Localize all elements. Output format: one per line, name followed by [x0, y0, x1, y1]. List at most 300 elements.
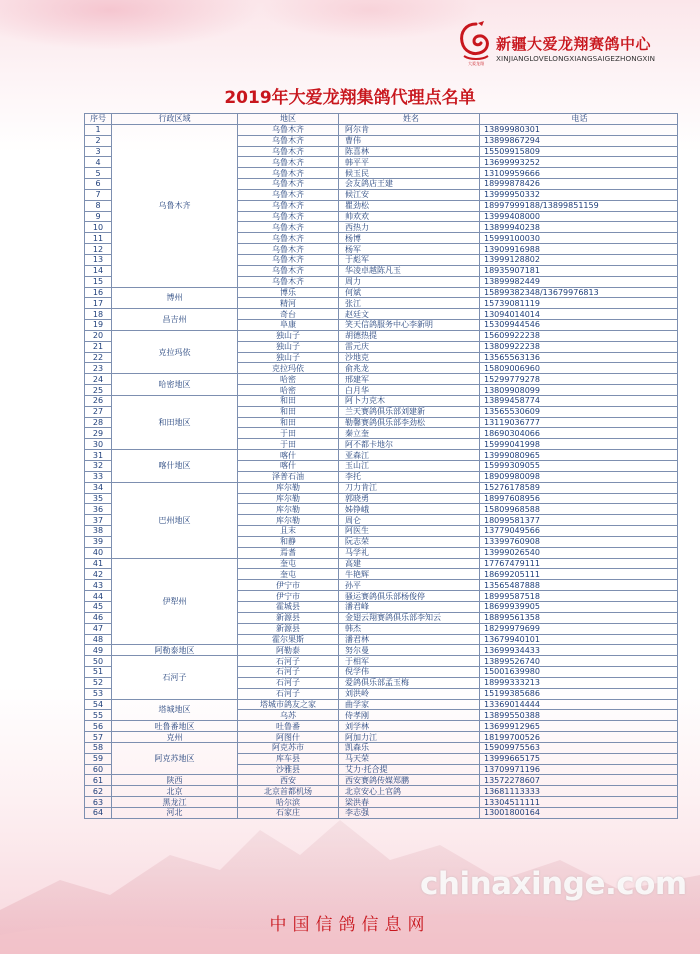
agent-name-cell: 候玉民: [339, 168, 480, 179]
table-row: [85, 797, 678, 808]
agent-name-cell: 周仑: [339, 515, 480, 526]
row-number: 52: [85, 677, 112, 688]
place-cell: 乌鲁木齐: [238, 135, 339, 146]
agent-name-cell: 笑天信鸽服务中心李新明: [339, 320, 480, 331]
phone-cell: 13709971196: [480, 764, 678, 775]
place-cell: 吐鲁番: [238, 721, 339, 732]
agent-name-cell: 张江: [339, 298, 480, 309]
place-cell: 于田: [238, 439, 339, 450]
watermark-site-name: 中国信鸽信息网: [269, 915, 431, 935]
row-number: 28: [85, 417, 112, 428]
agent-name-cell: 潘君林: [339, 634, 480, 645]
row-number: 50: [85, 656, 112, 667]
table-row: [85, 699, 678, 710]
phone-cell: 13679940101: [480, 634, 678, 645]
phone-cell: 13565487888: [480, 580, 678, 591]
row-number: 26: [85, 395, 112, 406]
decorative-cloud: [260, 0, 480, 40]
agent-name-cell: 孙平: [339, 580, 480, 591]
row-number: 39: [85, 536, 112, 547]
place-cell: 乌鲁木齐: [238, 254, 339, 265]
row-number: 63: [85, 797, 112, 808]
row-number: 47: [85, 623, 112, 634]
row-number: 25: [85, 385, 112, 396]
region-cell: 塔城地区: [112, 699, 238, 721]
region-cell: 昌吉州: [112, 309, 238, 331]
agent-name-cell: 勒馨赛鸽俱乐部李劲松: [339, 417, 480, 428]
brand-pinyin: XINJIANGLOVELONGXIANGSAIGEZHONGXIN: [496, 54, 656, 63]
agent-name-cell: 梁洪春: [339, 797, 480, 808]
agent-name-cell: 帅欢欢: [339, 211, 480, 222]
phone-cell: 13094014014: [480, 309, 678, 320]
row-number: 16: [85, 287, 112, 298]
row-number: 11: [85, 233, 112, 244]
table-row: [85, 786, 678, 797]
region-cell: 博州: [112, 287, 238, 309]
agent-name-cell: 玉山江: [339, 461, 480, 472]
phone-cell: 13304511111: [480, 797, 678, 808]
agent-name-cell: 马天荣: [339, 753, 480, 764]
row-number: 44: [85, 591, 112, 602]
place-cell: 乌鲁木齐: [238, 276, 339, 287]
table-row: [85, 721, 678, 732]
place-cell: 库尔勒: [238, 515, 339, 526]
phone-cell: 15276178589: [480, 482, 678, 493]
agent-name-cell: 于相军: [339, 656, 480, 667]
phone-cell: 13001800164: [480, 808, 678, 819]
phone-cell: 13699934433: [480, 645, 678, 656]
row-number: 22: [85, 352, 112, 363]
place-cell: 乌鲁木齐: [238, 168, 339, 179]
agent-name-cell: 阿不都卡地尔: [339, 439, 480, 450]
phone-cell: 18997608956: [480, 493, 678, 504]
place-cell: 霍城县: [238, 601, 339, 612]
place-cell: 奎屯: [238, 569, 339, 580]
place-cell: 乌鲁木齐: [238, 265, 339, 276]
place-cell: 霍尔果斯: [238, 634, 339, 645]
phone-cell: 18690304066: [480, 428, 678, 439]
row-number: 4: [85, 157, 112, 168]
phone-cell: 18199700526: [480, 732, 678, 743]
agent-name-cell: 高建: [339, 558, 480, 569]
place-cell: 克拉玛依: [238, 363, 339, 374]
place-cell: 沙雅县: [238, 764, 339, 775]
phone-cell: 18899561358: [480, 612, 678, 623]
agent-name-cell: 侍孝刚: [339, 710, 480, 721]
place-cell: 乌鲁木齐: [238, 179, 339, 190]
agent-name-cell: 阿尔肯: [339, 124, 480, 135]
agent-name-cell: 潘君峰: [339, 601, 480, 612]
place-cell: 库车县: [238, 753, 339, 764]
row-number: 17: [85, 298, 112, 309]
phone-cell: 13399760908: [480, 536, 678, 547]
row-number: 57: [85, 732, 112, 743]
phone-cell: 15199385686: [480, 688, 678, 699]
place-cell: 石河子: [238, 677, 339, 688]
row-number: 37: [85, 515, 112, 526]
phone-cell: 15609922238: [480, 330, 678, 341]
row-number: 10: [85, 222, 112, 233]
agent-name-cell: 瞿劲松: [339, 200, 480, 211]
row-number: 61: [85, 775, 112, 786]
region-cell: 阿克苏地区: [112, 742, 238, 775]
region-cell: 克拉玛依: [112, 330, 238, 373]
row-number: 6: [85, 179, 112, 190]
row-number: 60: [85, 764, 112, 775]
place-cell: 且末: [238, 526, 339, 537]
place-cell: 乌鲁木齐: [238, 124, 339, 135]
phone-cell: 13699912965: [480, 721, 678, 732]
place-cell: 和静: [238, 536, 339, 547]
page-title: 2019年大爱龙翔集鸽代理点名单: [224, 88, 476, 108]
place-cell: 乌鲁木齐: [238, 233, 339, 244]
region-cell: 北京: [112, 786, 238, 797]
phone-cell: 18999333213: [480, 677, 678, 688]
agent-name-cell: 艾力·托合提: [339, 764, 480, 775]
table-row: [85, 808, 678, 819]
row-number: 9: [85, 211, 112, 222]
phone-cell: 18699205111: [480, 569, 678, 580]
place-cell: 塔城市鸽友之家: [238, 699, 339, 710]
region-cell: 巴州地区: [112, 482, 238, 558]
place-cell: 伊宁市: [238, 580, 339, 591]
phone-cell: 18699939905: [480, 601, 678, 612]
row-number: 5: [85, 168, 112, 179]
place-cell: 新源县: [238, 623, 339, 634]
agent-name-cell: 阿加力江: [339, 732, 480, 743]
agent-name-cell: 沙地克: [339, 352, 480, 363]
header-place: 地区: [238, 114, 339, 125]
place-cell: 乌苏: [238, 710, 339, 721]
agent-name-cell: 凯森乐: [339, 742, 480, 753]
decorative-cloud: [0, 0, 260, 50]
phone-cell: 13899980301: [480, 124, 678, 135]
place-cell: 喀什: [238, 461, 339, 472]
row-number: 53: [85, 688, 112, 699]
phone-cell: 13109959666: [480, 168, 678, 179]
place-cell: 库尔勒: [238, 504, 339, 515]
place-cell: 石河子: [238, 656, 339, 667]
place-cell: 阿图什: [238, 732, 339, 743]
row-number: 49: [85, 645, 112, 656]
row-number: 31: [85, 450, 112, 461]
phone-cell: 15899382348/13679976813: [480, 287, 678, 298]
table-row: [85, 124, 678, 135]
agent-name-cell: 杨博: [339, 233, 480, 244]
agent-name-cell: 于彪军: [339, 254, 480, 265]
place-cell: 西安: [238, 775, 339, 786]
phone-cell: 15299779278: [480, 374, 678, 385]
phone-cell: 18999878426: [480, 179, 678, 190]
place-cell: 哈密: [238, 374, 339, 385]
place-cell: 乌鲁木齐: [238, 200, 339, 211]
row-number: 33: [85, 471, 112, 482]
phone-cell: 15809968588: [480, 504, 678, 515]
place-cell: 北京首都机场: [238, 786, 339, 797]
agent-name-cell: 牛艳辉: [339, 569, 480, 580]
agent-name-cell: 陈喜林: [339, 146, 480, 157]
row-number: 46: [85, 612, 112, 623]
table-row: [85, 309, 678, 320]
phone-cell: 15739081119: [480, 298, 678, 309]
phone-cell: 15809006960: [480, 363, 678, 374]
brand-name: 新疆大爱龙翔赛鸽中心: [496, 35, 652, 53]
agent-name-cell: 马学礼: [339, 547, 480, 558]
place-cell: 乌鲁木齐: [238, 222, 339, 233]
agent-name-cell: 姊铮峨: [339, 504, 480, 515]
region-cell: 和田地区: [112, 395, 238, 449]
phone-cell: 13909916988: [480, 244, 678, 255]
place-cell: 石河子: [238, 688, 339, 699]
row-number: 54: [85, 699, 112, 710]
row-number: 18: [85, 309, 112, 320]
place-cell: 乌鲁木齐: [238, 189, 339, 200]
place-cell: 和田: [238, 395, 339, 406]
phone-cell: 13999080965: [480, 450, 678, 461]
row-number: 7: [85, 189, 112, 200]
place-cell: 乌鲁木齐: [238, 244, 339, 255]
phone-cell: 15309944546: [480, 320, 678, 331]
region-cell: 哈密地区: [112, 374, 238, 396]
row-number: 51: [85, 667, 112, 678]
header-name: 姓名: [339, 114, 480, 125]
table-body: [85, 124, 678, 818]
row-number: 48: [85, 634, 112, 645]
place-cell: 阜康: [238, 320, 339, 331]
place-cell: 库尔勒: [238, 482, 339, 493]
place-cell: 乌鲁木齐: [238, 146, 339, 157]
place-cell: 于田: [238, 428, 339, 439]
phone-cell: 15909975563: [480, 742, 678, 753]
phone-cell: 13369014444: [480, 699, 678, 710]
row-number: 19: [85, 320, 112, 331]
region-cell: 陕西: [112, 775, 238, 786]
phone-cell: 15509915809: [480, 146, 678, 157]
place-cell: 乌鲁木齐: [238, 211, 339, 222]
phone-cell: 13999950332: [480, 189, 678, 200]
phone-cell: 13809908099: [480, 385, 678, 396]
agent-name-cell: 韩杰: [339, 623, 480, 634]
row-number: 29: [85, 428, 112, 439]
row-number: 64: [85, 808, 112, 819]
table-row: [85, 558, 678, 569]
dragon-logo-icon: [456, 20, 496, 66]
place-cell: 石河子: [238, 667, 339, 678]
place-cell: 阿勒泰: [238, 645, 339, 656]
phone-cell: 13999665175: [480, 753, 678, 764]
agent-roster-table: [84, 113, 678, 819]
place-cell: 精河: [238, 298, 339, 309]
table-row: [85, 656, 678, 667]
phone-cell: 15999309055: [480, 461, 678, 472]
agent-name-cell: 邢建军: [339, 374, 480, 385]
row-number: 8: [85, 200, 112, 211]
agent-name-cell: 阮志荣: [339, 536, 480, 547]
phone-cell: 15999100030: [480, 233, 678, 244]
row-number: 56: [85, 721, 112, 732]
phone-cell: 13681113333: [480, 786, 678, 797]
region-cell: 克州: [112, 732, 238, 743]
row-number: 59: [85, 753, 112, 764]
agent-name-cell: 秦立奎: [339, 428, 480, 439]
place-cell: 乌鲁木齐: [238, 157, 339, 168]
row-number: 38: [85, 526, 112, 537]
place-cell: 库尔勒: [238, 493, 339, 504]
phone-cell: 18299979699: [480, 623, 678, 634]
row-number: 62: [85, 786, 112, 797]
agent-name-cell: 曲学家: [339, 699, 480, 710]
place-cell: 伊宁市: [238, 591, 339, 602]
row-number: 34: [85, 482, 112, 493]
row-number: 58: [85, 742, 112, 753]
header-region: 行政区域: [112, 114, 238, 125]
agent-name-cell: 何斌: [339, 287, 480, 298]
row-number: 40: [85, 547, 112, 558]
phone-cell: 18999587518: [480, 591, 678, 602]
place-cell: 独山子: [238, 352, 339, 363]
row-number: 32: [85, 461, 112, 472]
phone-cell: 18909980098: [480, 471, 678, 482]
agent-name-cell: 刘学林: [339, 721, 480, 732]
row-number: 27: [85, 406, 112, 417]
svg-text:大爱龙翔: 大爱龙翔: [468, 61, 484, 66]
row-number: 42: [85, 569, 112, 580]
region-cell: 喀什地区: [112, 450, 238, 483]
table-row: [85, 374, 678, 385]
row-number: 13: [85, 254, 112, 265]
phone-cell: 15999041998: [480, 439, 678, 450]
agent-name-cell: 阿医生: [339, 526, 480, 537]
phone-cell: 13899526740: [480, 656, 678, 667]
phone-cell: 17767479111: [480, 558, 678, 569]
agent-name-cell: 骚运赛鸽俱乐部杨俊停: [339, 591, 480, 602]
agent-name-cell: 爱鸽俱乐部孟玉梅: [339, 677, 480, 688]
table-row: [85, 775, 678, 786]
phone-cell: 18935907181: [480, 265, 678, 276]
phone-cell: 13899982449: [480, 276, 678, 287]
table-row: [85, 742, 678, 753]
agent-name-cell: 亚森江: [339, 450, 480, 461]
place-cell: 独山子: [238, 341, 339, 352]
header-phone: 电话: [480, 114, 678, 125]
row-number: 3: [85, 146, 112, 157]
phone-cell: 13999128802: [480, 254, 678, 265]
place-cell: 和田: [238, 406, 339, 417]
agent-name-cell: 周力: [339, 276, 480, 287]
agent-name-cell: 阿卜力克木: [339, 395, 480, 406]
row-number: 23: [85, 363, 112, 374]
place-cell: 哈密: [238, 385, 339, 396]
agent-name-cell: 杨军: [339, 244, 480, 255]
phone-cell: 13779049566: [480, 526, 678, 537]
region-cell: 石河子: [112, 656, 238, 699]
agent-name-cell: 兰天赛鸽俱乐部刘建新: [339, 406, 480, 417]
row-number: 1: [85, 124, 112, 135]
agent-name-cell: 白月华: [339, 385, 480, 396]
phone-cell: 13899550388: [480, 710, 678, 721]
agent-name-cell: 郭晓勇: [339, 493, 480, 504]
agent-name-cell: 金翅云翔赛鸽俱乐部李知云: [339, 612, 480, 623]
phone-cell: 13999026540: [480, 547, 678, 558]
table-row: [85, 330, 678, 341]
row-number: 20: [85, 330, 112, 341]
row-number: 36: [85, 504, 112, 515]
table-row: [85, 482, 678, 493]
place-cell: 石家庄: [238, 808, 339, 819]
phone-cell: 13119036777: [480, 417, 678, 428]
place-cell: 奎屯: [238, 558, 339, 569]
agent-name-cell: 曹伟: [339, 135, 480, 146]
table-row: [85, 395, 678, 406]
agent-name-cell: 韩平平: [339, 157, 480, 168]
place-cell: 阿克苏市: [238, 742, 339, 753]
phone-cell: 15001639980: [480, 667, 678, 678]
table-row: [85, 450, 678, 461]
row-number: 21: [85, 341, 112, 352]
table-row: [85, 645, 678, 656]
phone-cell: 13999408000: [480, 211, 678, 222]
phone-cell: 13699993252: [480, 157, 678, 168]
phone-cell: 13899867294: [480, 135, 678, 146]
phone-cell: 13899458774: [480, 395, 678, 406]
row-number: 43: [85, 580, 112, 591]
agent-name-cell: 候江安: [339, 189, 480, 200]
phone-cell: 13809922238: [480, 341, 678, 352]
region-cell: 阿勒泰地区: [112, 645, 238, 656]
agent-name-cell: 胡德热提: [339, 330, 480, 341]
agent-name-cell: 李托: [339, 471, 480, 482]
table-row: [85, 287, 678, 298]
phone-cell: 13572278607: [480, 775, 678, 786]
agent-name-cell: 西安赛鸽传媒郑鹏: [339, 775, 480, 786]
agent-name-cell: 俞兆龙: [339, 363, 480, 374]
phone-cell: 13565530609: [480, 406, 678, 417]
row-number: 2: [85, 135, 112, 146]
place-cell: 博乐: [238, 287, 339, 298]
phone-cell: 18099581377: [480, 515, 678, 526]
place-cell: 泽普石油: [238, 471, 339, 482]
row-number: 41: [85, 558, 112, 569]
agent-name-cell: 华凌卓越陈凡玉: [339, 265, 480, 276]
row-number: 24: [85, 374, 112, 385]
region-cell: 乌鲁木齐: [112, 124, 238, 287]
region-cell: 黑龙江: [112, 797, 238, 808]
place-cell: 奇台: [238, 309, 339, 320]
place-cell: 独山子: [238, 330, 339, 341]
phone-cell: 13565563136: [480, 352, 678, 363]
agent-name-cell: 北京安心上官鸽: [339, 786, 480, 797]
place-cell: 和田: [238, 417, 339, 428]
watermark-domain: chinaxinge.com: [420, 866, 687, 902]
place-cell: 喀什: [238, 450, 339, 461]
row-number: 12: [85, 244, 112, 255]
region-cell: 伊犁州: [112, 558, 238, 645]
region-cell: 吐鲁番地区: [112, 721, 238, 732]
phone-cell: 18997999188/13899851159: [480, 200, 678, 211]
row-number: 14: [85, 265, 112, 276]
agent-name-cell: 雷元庆: [339, 341, 480, 352]
region-cell: 河北: [112, 808, 238, 819]
agent-name-cell: 刘洪岭: [339, 688, 480, 699]
agent-name-cell: 刀力肯江: [339, 482, 480, 493]
agent-name-cell: 会友鸽店王建: [339, 179, 480, 190]
table-header-row: [85, 114, 678, 125]
row-number: 55: [85, 710, 112, 721]
place-cell: 哈尔滨: [238, 797, 339, 808]
place-cell: 焉耆: [238, 547, 339, 558]
phone-cell: 13899940238: [480, 222, 678, 233]
place-cell: 新源县: [238, 612, 339, 623]
